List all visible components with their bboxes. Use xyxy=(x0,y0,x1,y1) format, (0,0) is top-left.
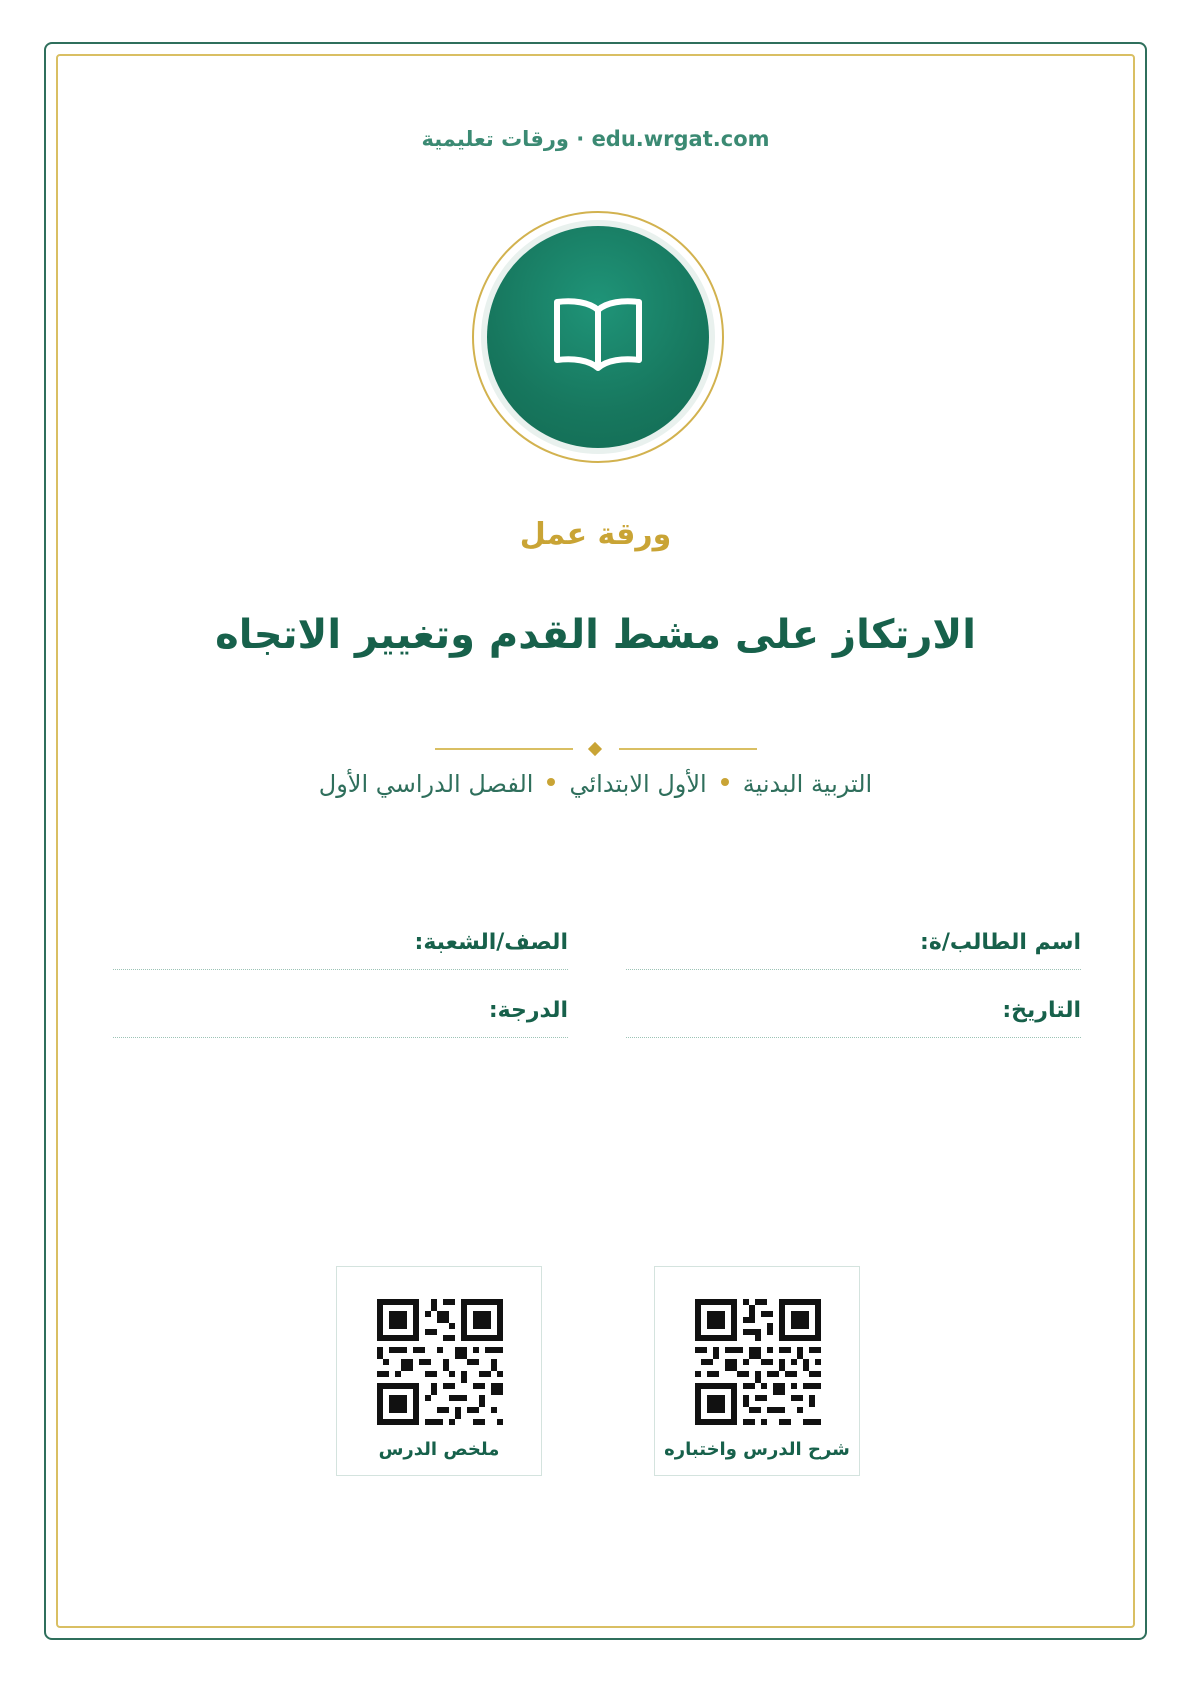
lesson-meta xyxy=(0,770,1191,798)
qr-label-summary: ملخص الدرس xyxy=(378,1439,500,1460)
meta-term: الفصل الدراسي الأول xyxy=(318,770,534,798)
worksheet-label: ورقة عمل xyxy=(519,517,672,552)
score-field[interactable] xyxy=(113,998,568,1038)
qr-code-icon xyxy=(695,1299,821,1425)
class-section-field[interactable] xyxy=(113,930,568,970)
qr-code-icon xyxy=(377,1299,503,1425)
date-label: التاريخ: xyxy=(1002,998,1081,1023)
meta-grade: الأول الابتدائي xyxy=(569,770,707,798)
open-book-icon xyxy=(551,294,645,374)
meta-subject: التربية البدنية xyxy=(742,770,873,798)
page-title: الارتكاز على مشط القدم وتغيير الاتجاه xyxy=(215,612,976,658)
student-name-label: اسم الطالب/ة: xyxy=(920,930,1081,955)
class-section-label: الصف/الشعبة: xyxy=(414,930,568,955)
site-header: edu.wrgat.com · ورقات تعليمية xyxy=(421,127,770,151)
diamond-ornament-icon xyxy=(588,742,602,756)
bullet-icon xyxy=(721,778,729,786)
student-name-field[interactable] xyxy=(626,930,1081,970)
qr-card-lesson-explanation[interactable] xyxy=(654,1266,860,1476)
bullet-icon xyxy=(547,778,555,786)
title-divider xyxy=(435,741,757,757)
date-field[interactable] xyxy=(626,998,1081,1038)
score-label: الدرجة: xyxy=(488,998,568,1023)
qr-label-explanation: شرح الدرس واختباره xyxy=(664,1439,850,1460)
qr-card-lesson-summary[interactable] xyxy=(336,1266,542,1476)
emblem xyxy=(487,226,709,448)
